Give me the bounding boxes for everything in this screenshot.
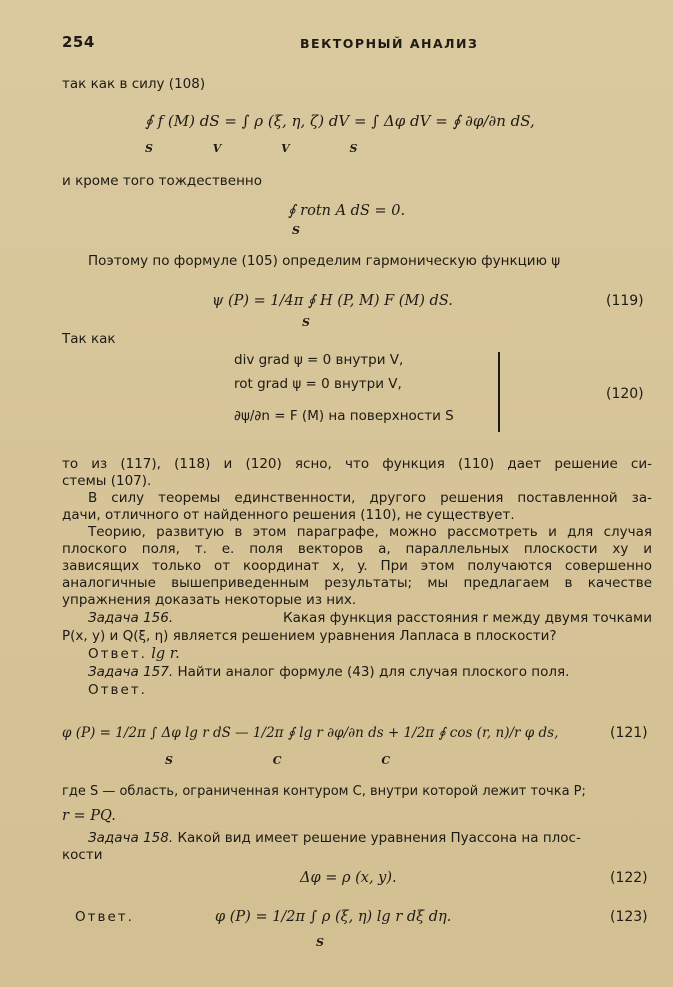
paragraph-3-line-3: зависящих только от координат x, y. При этом получаются совершенно [62, 558, 652, 574]
equation-119-number: (119) [606, 293, 644, 309]
system-line-1: div grad ψ = 0 внутри V, [234, 352, 404, 368]
task-157 [88, 663, 569, 681]
equation-123: φ (P) = 1/2π ∫ ρ (ξ, η) lg r dξ dη. [215, 909, 452, 925]
equation-120-number: (120) [606, 386, 644, 402]
task-157-label: Задача 157. [88, 664, 174, 680]
equation-122: Δφ = ρ (x, y). [300, 870, 397, 886]
paragraph-1-line-1: то из (117), (118) и (120) ясно, что функция (110) дает решение си- [62, 456, 652, 472]
system-line-2: rot grad ψ = 0 внутри V, [234, 376, 402, 392]
equation-108: ∮ f (M) dS = ∫ ρ (ξ, η, ζ) dV = ∫ Δφ dV = ∮ ∂φ/∂n dS, [145, 112, 535, 130]
equation-rot: ∮ rotn A dS = 0. [288, 203, 406, 219]
task-157-text: Найти аналог формуле (43) для случая плоского поля. [177, 664, 570, 680]
task-158 [88, 829, 581, 847]
equation-119: ψ (P) = 1/4π ∮ H (P, M) F (M) dS. [212, 293, 453, 309]
task-156-line-2: P(x, y) и Q(ξ, η) является решением уравнения Лапласа в плоскости? [62, 628, 557, 644]
paragraph-2-line-2: дачи, отличного от найденного решения (110), не существует. [62, 507, 515, 523]
text-line-4: Так как [62, 331, 116, 347]
task-156-label: Задача 156. [88, 610, 174, 626]
text-line-3: Поэтому по формуле (105) определим гармоническую функцию ψ [88, 253, 561, 269]
equation-121-limits: S C C [165, 754, 391, 767]
page-number: 254 [62, 33, 95, 51]
paragraph-3-line-5: упражнения доказать некоторые из них. [62, 592, 357, 608]
answer-157-label: Ответ. [88, 682, 147, 698]
equation-121-number: (121) [610, 725, 648, 741]
answer-156-value: lg r. [151, 646, 180, 662]
running-title: ВЕКТОРНЫЙ АНАЛИЗ [300, 36, 479, 51]
paragraph-3-line-4: аналогичные вышеприведенным результаты; мы предлагаем в качестве [62, 575, 652, 591]
system-line-3: ∂ψ/∂n = F (M) на поверхности S [234, 408, 454, 424]
task-156-line-1 [88, 609, 652, 627]
equation-123-number: (123) [610, 909, 648, 925]
paragraph-3-line-2: плоского поля, т. е. поля векторов a, параллельных плоскости xy и [62, 541, 652, 557]
equation-108-limits: S V V S [145, 142, 358, 155]
task-158-label: Задача 158. [88, 830, 174, 846]
paragraph-2-line-1: В силу теоремы единственности, другого решения поставленной за- [88, 490, 652, 506]
answer-156-label: Ответ. [88, 646, 147, 662]
answer-158-label: Ответ. [75, 909, 134, 925]
answer-156 [88, 645, 180, 663]
where-line-2: r = PQ. [62, 808, 116, 824]
text-line-2: и кроме того тождественно [62, 173, 262, 189]
task-158-line-2: кости [62, 847, 103, 863]
equation-121: φ (P) = 1/2π ∫ Δφ lg r dS — 1/2π ∮ lg r ∂φ/∂n ds + 1/2π ∮ cos (r, n)/r φ ds, [62, 725, 559, 741]
equation-119-limit: S [302, 316, 310, 329]
where-line-1: где S — область, ограниченная контуром C, внутри которой лежит точка P; [62, 784, 586, 799]
paragraph-1-line-2: стемы (107). [62, 473, 152, 489]
equation-123-limit: S [316, 936, 324, 949]
task-156-text: Какая функция расстояния r между двумя точками [283, 610, 652, 626]
paragraph-3-line-1: Теорию, развитую в этом параграфе, можно рассмотреть и для случая [88, 524, 652, 540]
text-line-1: так как в силу (108) [62, 76, 206, 92]
equation-122-number: (122) [610, 870, 648, 886]
task-158-text: Какой вид имеет решение уравнения Пуассона на плос- [177, 830, 581, 846]
system-brace [498, 352, 500, 432]
equation-rot-limit: S [292, 224, 300, 237]
